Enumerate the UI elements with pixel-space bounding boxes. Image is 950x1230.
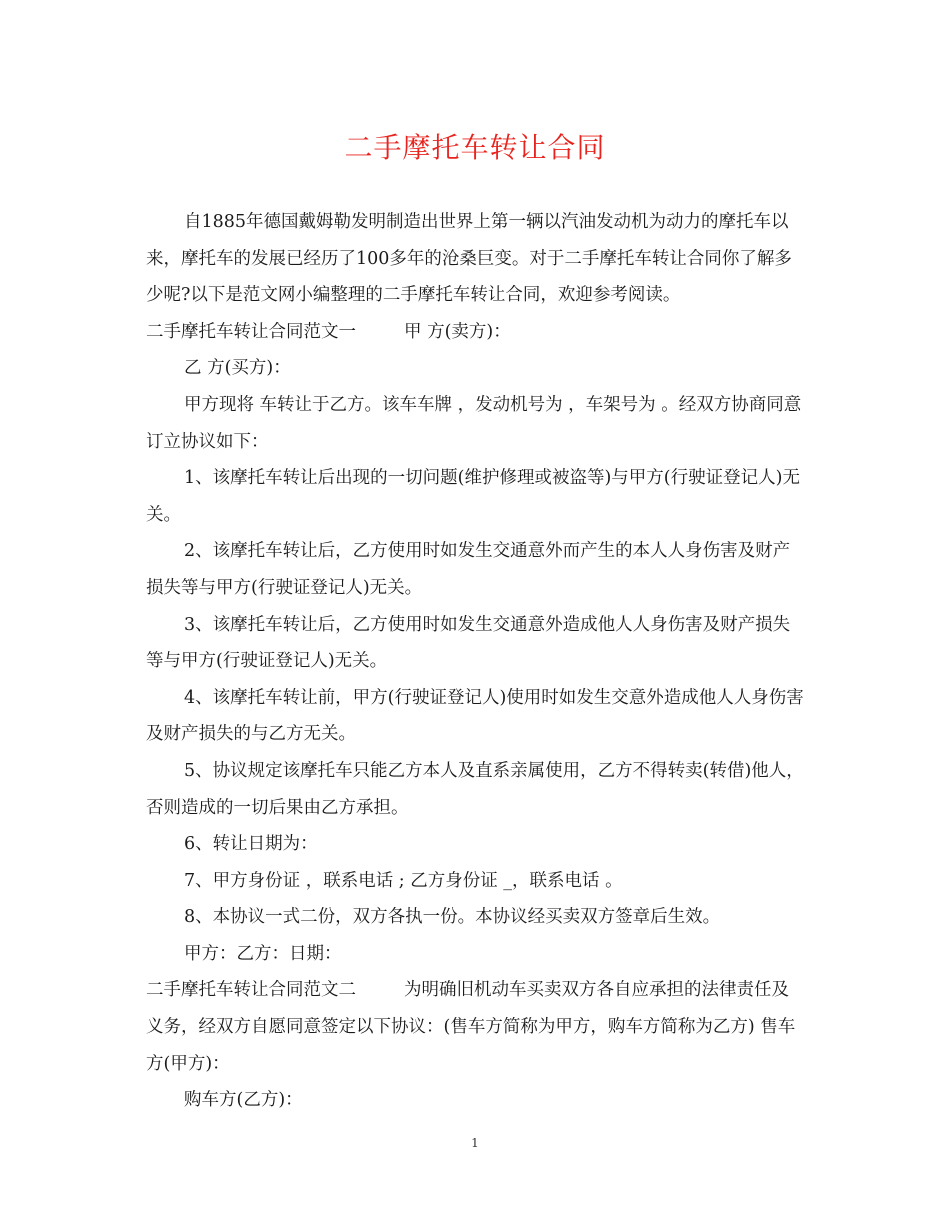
clause-4: 4、该摩托车转让前，甲方(行驶证登记人)使用时如发生交意外造成他人人身伤害及财产损失的与乙方无关。	[146, 687, 804, 745]
sample2-heading: 二手摩托车转让合同范文二	[146, 980, 356, 1001]
buyer-label: 购车方(乙方)：	[184, 1090, 303, 1111]
document-body	[146, 204, 806, 1119]
sample2-text: 为明确旧机动车买卖双方各自应承担的法律责任及义务，经双方自愿同意签定以下协议：(售车方简称为甲方，购车方简称为乙方) 售车方(甲方)：	[146, 980, 796, 1074]
sample1-heading-line	[146, 314, 806, 351]
party-b-label: 乙 方(买方)：	[184, 358, 291, 379]
preamble-paragraph: 甲方现将 车转让于乙方。该车车牌 ，发动机号为 ，车架号为 。经双方协商同意订立协议如下：	[146, 394, 802, 452]
sample2-paragraph	[146, 972, 806, 1082]
signature-line: 甲方：乙方：日期：	[184, 943, 342, 964]
document-title: 二手摩托车转让合同	[344, 131, 606, 164]
clause-1: 1、该摩托车转让后出现的一切问题(维护修理或被盗等)与甲方(行驶证登记人)无关。	[146, 468, 800, 525]
clause-8: 8、本协议一式二份，双方各执一份。本协议经买卖双方签章后生效。	[184, 907, 721, 928]
party-a-label: 甲 方(卖方)：	[404, 321, 511, 342]
clause-3: 3、该摩托车转让后，乙方使用时如发生交通意外造成他人人身伤害及财产损失等与甲方(行驶证登记人)无关。	[146, 614, 791, 672]
clause-7: 7、甲方身份证 ，联系电话 ; 乙方身份证 _，联系电话 。	[184, 870, 623, 891]
page-number: 1	[471, 1136, 479, 1150]
clause-5: 5、协议规定该摩托车只能乙方本人及直系亲属使用，乙方不得转卖(转借)他人，否则造成的一切后果由乙方承担。	[146, 760, 804, 818]
clause-6: 6、转让日期为：	[184, 834, 318, 855]
intro-paragraph: 自1885年德国戴姆勒发明制造出世界上第一辆以汽油发动机为动力的摩托车以来，摩托车的发展已经历了100多年的沧桑巨变。对于二手摩托车转让合同你了解多少呢?以下是范文网小编整理的二手摩托车转让合同，欢迎参考阅读。	[146, 212, 792, 306]
sample1-heading: 二手摩托车转让合同范文一	[146, 321, 356, 342]
clause-2: 2、该摩托车转让后，乙方使用时如发生交通意外而产生的本人人身伤害及财产损失等与甲方(行驶证登记人)无关。	[146, 541, 791, 598]
